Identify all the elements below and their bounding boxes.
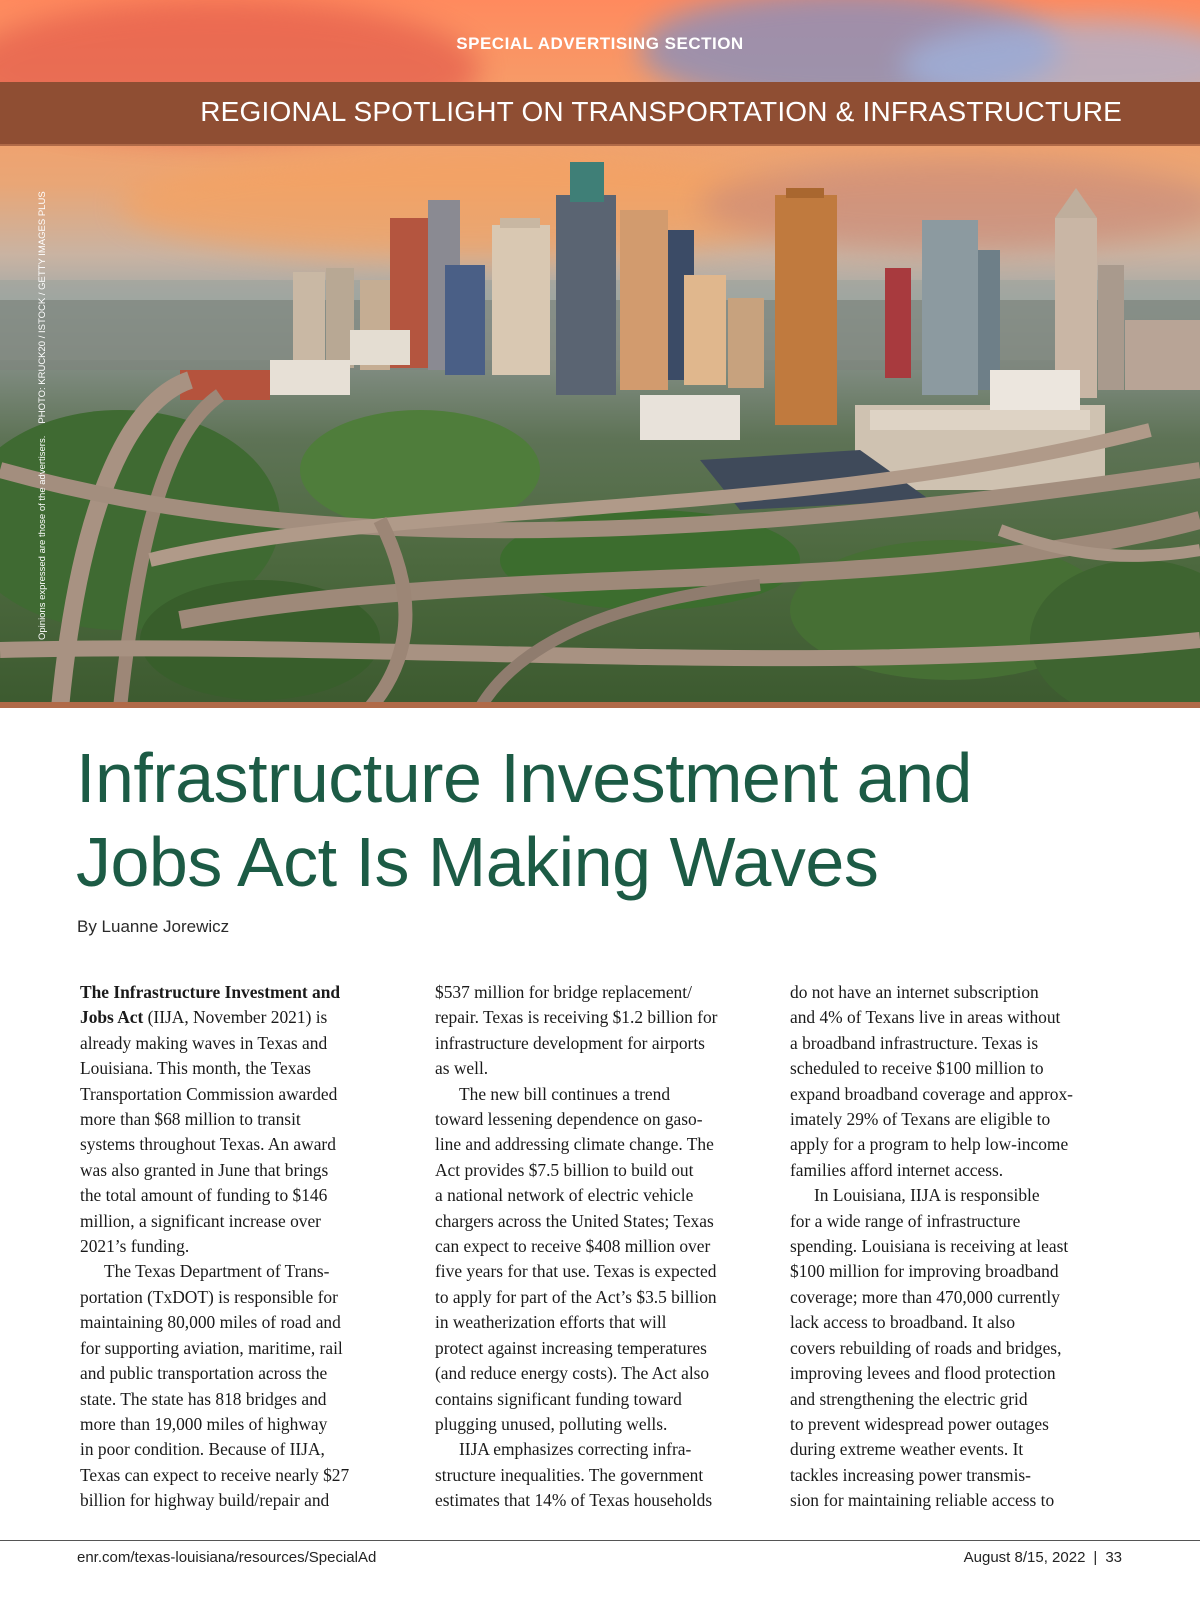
body-line: protect against increasing temperatures <box>435 1337 707 1358</box>
body-line: can expect to receive $408 million over <box>435 1236 711 1257</box>
body-line: plugging unused, polluting wells. <box>435 1413 668 1434</box>
body-line: portation (TxDOT) is responsible for <box>80 1286 338 1307</box>
lead-bold-text: The Infrastructure Investment and <box>80 982 341 1002</box>
body-line: Louisiana. This month, the Texas <box>80 1058 311 1079</box>
body-line: Texas can expect to receive nearly $27 <box>80 1464 350 1485</box>
body-line: to prevent widespread power outages <box>790 1413 1049 1434</box>
body-line: Act provides $7.5 billion to build out <box>435 1159 694 1180</box>
body-line: already making waves in Texas and <box>80 1032 328 1053</box>
body-line: 2021’s funding. <box>80 1236 190 1257</box>
footer-separator: | <box>1093 1549 1098 1566</box>
byline: By Luanne Jorewicz <box>77 917 230 936</box>
article-headline <box>76 736 1156 904</box>
body-line <box>80 980 406 1005</box>
issue-date: August 8/15, 2022 <box>963 1549 1086 1566</box>
body-line: to apply for part of the Act’s $3.5 billion <box>435 1286 717 1307</box>
body-line: coverage; more than 470,000 currently <box>790 1286 1060 1307</box>
body-line: systems throughout Texas. An award <box>80 1134 336 1155</box>
body-line: and public transportation across the <box>80 1363 328 1384</box>
body-line: scheduled to receive $100 million to <box>790 1058 1044 1079</box>
body-line: spending. Louisiana is receiving at least <box>790 1236 1069 1257</box>
body-line: The new bill continues a trend <box>459 1083 671 1104</box>
body-line: IIJA emphasizes correcting infra- <box>459 1439 692 1460</box>
body-line: during extreme weather events. It <box>790 1439 1024 1460</box>
body-line: million, a significant increase over <box>80 1210 321 1231</box>
article-column-1 <box>80 980 406 1514</box>
body-line: for supporting aviation, maritime, rail <box>80 1337 343 1358</box>
disclaimer-text: Opinions expressed are those of the advertisers. <box>37 435 48 640</box>
body-line: tackles increasing power transmis- <box>790 1464 1031 1485</box>
body-line: lack access to broadband. It also <box>790 1312 1016 1333</box>
body-line: a broadband infrastructure. Texas is <box>790 1032 1039 1053</box>
headline-line-1: Infrastructure Investment and <box>76 739 972 817</box>
body-line: chargers across the United States; Texas <box>435 1210 714 1231</box>
body-line: in poor condition. Because of IIJA, <box>80 1439 325 1460</box>
body-line: and strengthening the electric grid <box>790 1388 1028 1409</box>
body-line: state. The state has 818 bridges and <box>80 1388 327 1409</box>
body-line: In Louisiana, IIJA is responsible <box>814 1185 1040 1206</box>
body-line: families afford internet access. <box>790 1159 1004 1180</box>
body-line: (and reduce energy costs). The Act also <box>435 1363 710 1384</box>
body-line: in weatherization efforts that will <box>435 1312 667 1333</box>
body-line: imately 29% of Texans are eligible to <box>790 1109 1051 1130</box>
body-line: more than 19,000 miles of highway <box>80 1413 328 1434</box>
section-banner <box>0 82 1200 146</box>
body-line: $100 million for improving broadband <box>790 1261 1059 1282</box>
body-line: contains significant funding toward <box>435 1388 682 1409</box>
body-line: line and addressing climate change. The <box>435 1134 714 1155</box>
article-column-3 <box>790 980 1116 1514</box>
body-line: Jobs Act (IIJA, November 2021) is <box>80 1007 328 1028</box>
body-line: structure inequalities. The government <box>435 1464 704 1485</box>
body-line: do not have an internet subscription <box>790 982 1039 1002</box>
hero-photo <box>0 0 1200 708</box>
hero-bottom-rule <box>0 702 1200 708</box>
body-line: apply for a program to help low-income <box>790 1134 1069 1155</box>
body-line: Transportation Commission awarded <box>80 1083 338 1104</box>
body-line: $537 million for bridge replacement/ <box>435 982 692 1002</box>
page-number: 33 <box>1105 1549 1122 1566</box>
body-line: repair. Texas is receiving $1.2 billion for <box>435 1007 718 1028</box>
headline-line-2: Jobs Act Is Making Waves <box>76 823 879 901</box>
body-line: five years for that use. Texas is expected <box>435 1261 717 1282</box>
body-line: maintaining 80,000 miles of road and <box>80 1312 341 1333</box>
body-line: improving levees and flood protection <box>790 1363 1056 1384</box>
body-line: more than $68 million to transit <box>80 1109 301 1130</box>
footer-date-page <box>964 1549 1122 1566</box>
body-line: The Texas Department of Trans- <box>104 1261 330 1282</box>
banner-title: REGIONAL SPOTLIGHT ON TRANSPORTATION & INFRASTRUCTURE <box>200 96 1122 127</box>
article-column-2 <box>435 980 761 1514</box>
body-line: infrastructure development for airports <box>435 1032 705 1053</box>
body-line: for a wide range of infrastructure <box>790 1210 1021 1231</box>
body-line: estimates that 14% of Texas households <box>435 1490 713 1511</box>
body-line: sion for maintaining reliable access to <box>790 1490 1055 1511</box>
body-line: a national network of electric vehicle <box>435 1185 694 1206</box>
body-line: billion for highway build/repair and <box>80 1490 330 1511</box>
body-line: as well. <box>435 1058 489 1079</box>
body-line: expand broadband coverage and approx- <box>790 1083 1073 1104</box>
body-line: the total amount of funding to $146 <box>80 1185 328 1206</box>
body-line: covers rebuilding of roads and bridges, <box>790 1337 1062 1358</box>
body-line: and 4% of Texans live in areas without <box>790 1007 1061 1028</box>
footer-rule <box>0 1540 1200 1541</box>
photo-credit-vertical <box>37 160 53 640</box>
body-line: toward lessening dependence on gaso- <box>435 1109 703 1130</box>
photo-credit-text: PHOTO: KRUCK20 / ISTOCK / GETTY IMAGES PLUS <box>37 191 48 424</box>
lead-bold-text: Jobs Act <box>80 1007 144 1028</box>
body-line: was also granted in June that brings <box>80 1159 329 1180</box>
special-advertising-label: SPECIAL ADVERTISING SECTION <box>456 34 744 53</box>
footer-url[interactable]: enr.com/texas-louisiana/resources/SpecialAd <box>77 1549 377 1566</box>
